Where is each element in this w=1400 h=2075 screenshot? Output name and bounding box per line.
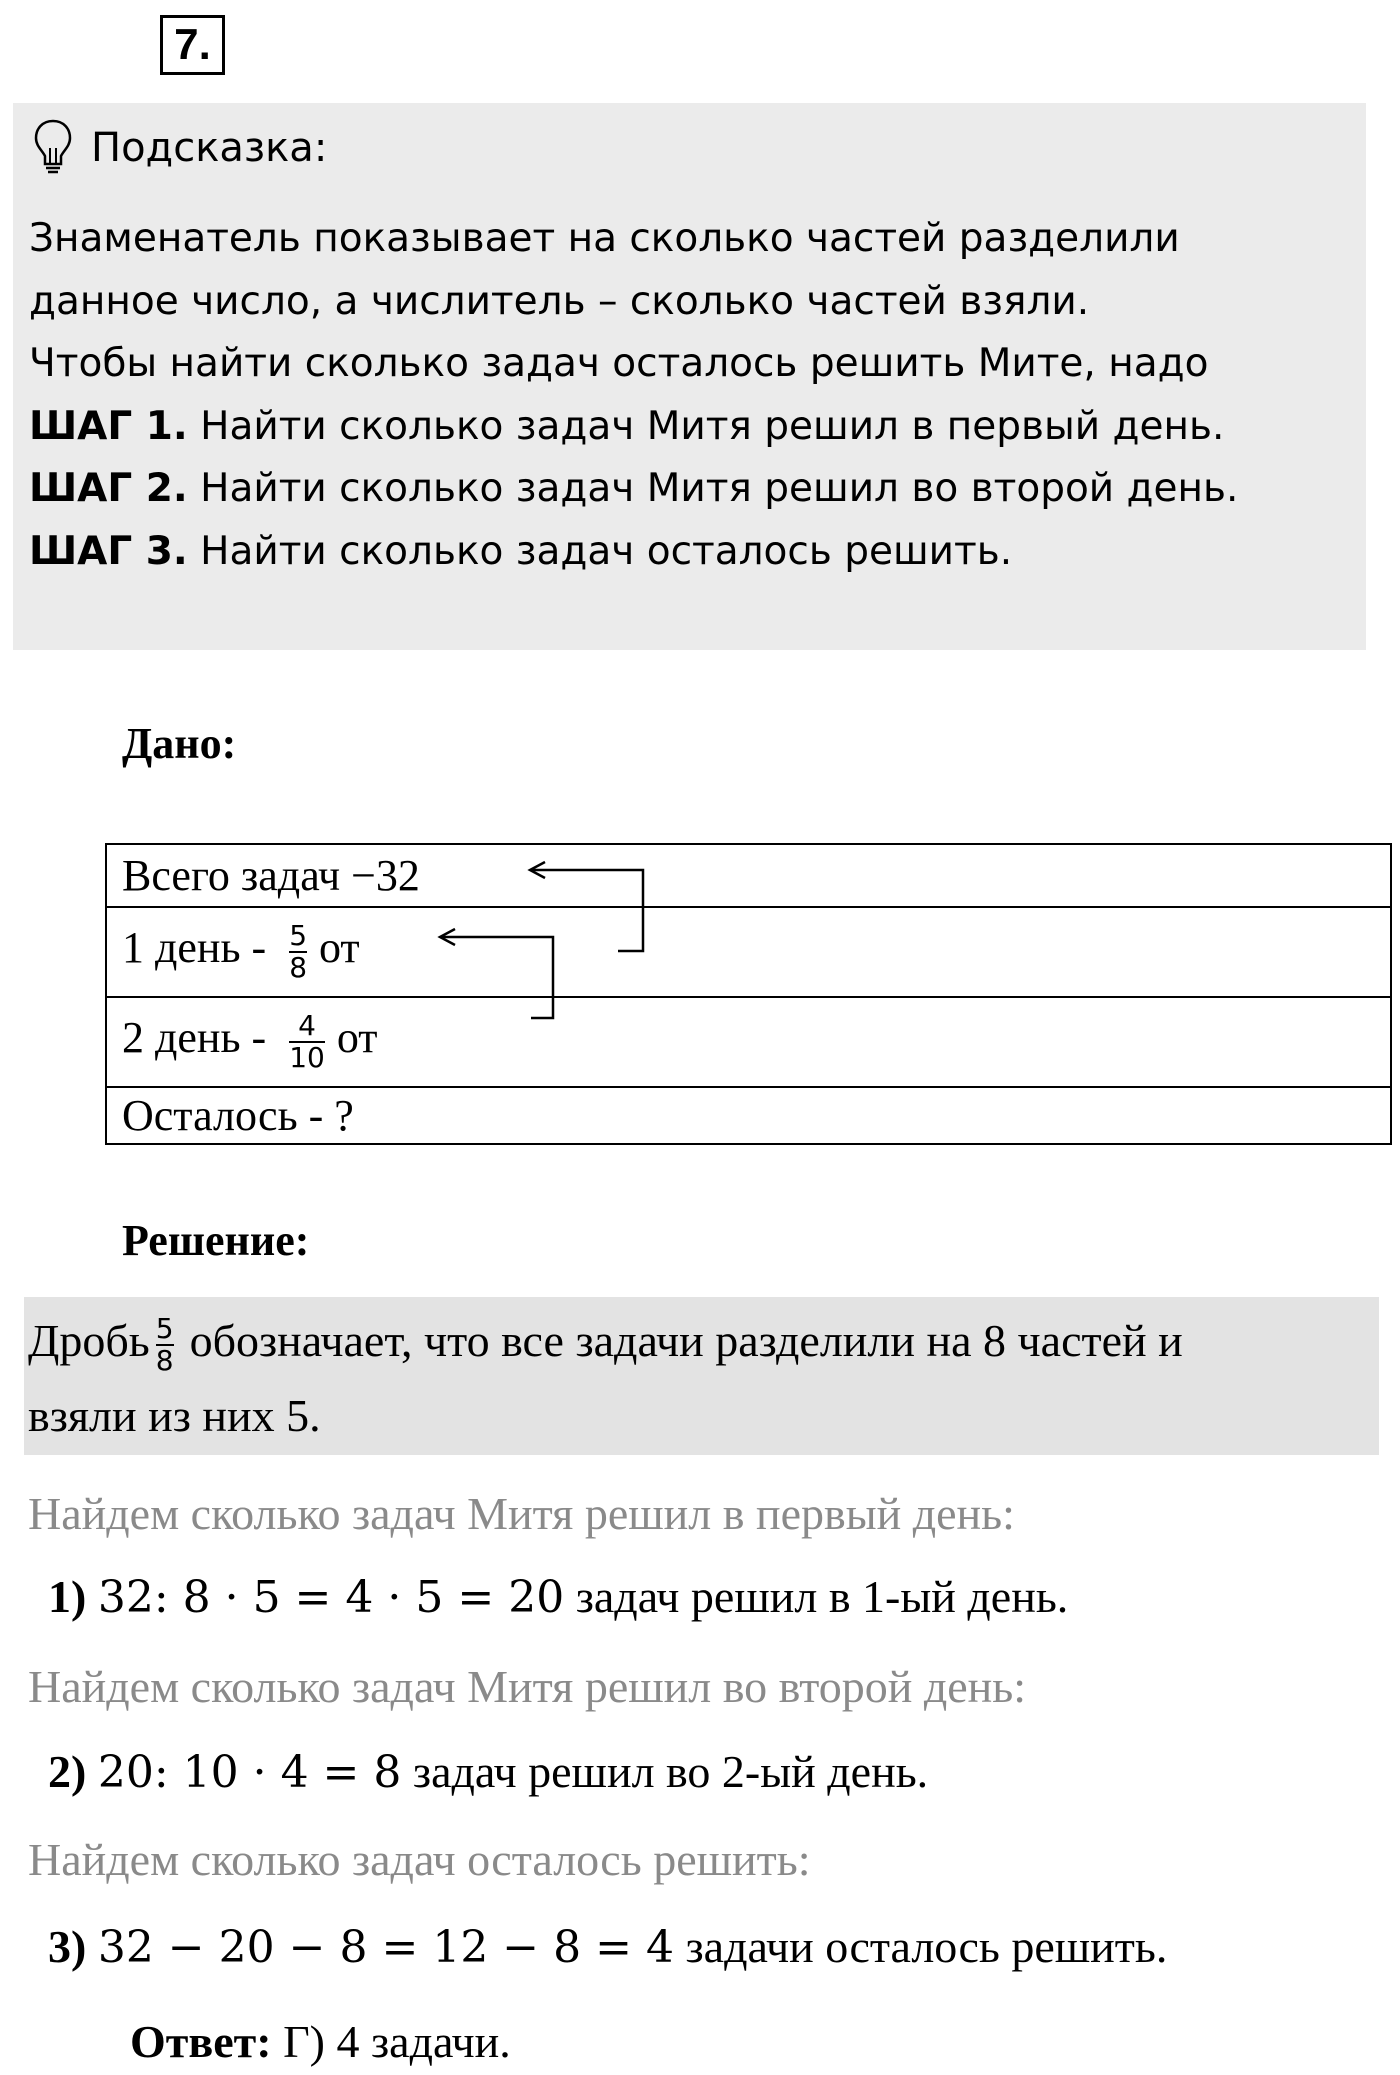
step-caption: Найдем сколько задач Митя решил во второй день: (28, 1661, 1027, 1712)
step-expression: 20: 10 · 4 = 8 (97, 1747, 402, 1798)
given-row-day2 (106, 997, 1391, 1087)
task-number: 7. (160, 15, 225, 75)
step-expression: 32: 8 · 5 = 4 · 5 = 20 (97, 1572, 565, 1623)
step-label: ШАГ 1. (29, 403, 188, 449)
fraction-numerator: 4 (298, 1009, 316, 1042)
step-result-text: задачи осталось решить. (673, 1921, 1168, 1972)
step-result-text: задач решил во 2-ый день. (401, 1746, 929, 1797)
row-suffix: от (319, 923, 360, 973)
given-cell: Всего задач −32 (106, 844, 1391, 907)
explanation-line-2: взяли из них 5. (28, 1390, 321, 1441)
step-result-text: задач решил в 1-ый день. (564, 1571, 1069, 1622)
fraction-numerator: 5 (155, 1312, 174, 1346)
given-row-total (106, 844, 1391, 907)
step-expression: 32 − 20 − 8 = 12 − 8 = 4 (97, 1922, 674, 1973)
given-table (105, 843, 1392, 1145)
answer-label: Ответ: (130, 2016, 272, 2067)
explanation-prefix: Дробь (28, 1315, 150, 1366)
solution-step-1 (48, 1570, 1068, 1623)
hint-line: данное число, а числитель – сколько частей взяли. (29, 278, 1090, 324)
explanation-rest: обозначает, что все задачи разделили на 8 частей и (189, 1315, 1183, 1366)
fraction-numerator: 5 (289, 919, 308, 952)
hint-box (13, 103, 1366, 650)
answer-text: Г) 4 задачи. (271, 2016, 511, 2067)
solution-title: Решение: (122, 1216, 310, 1265)
solution-step-2 (48, 1745, 928, 1798)
step-text: Найти сколько задач Митя решил во второй день. (187, 466, 1239, 511)
hint-body (29, 208, 1238, 583)
step-caption: Найдем сколько задач Митя решил в первый день: (28, 1488, 1015, 1539)
fraction-denominator: 8 (155, 1344, 174, 1378)
fraction (289, 1011, 325, 1073)
hint-line: Чтобы найти сколько задач осталось решить Мите, надо (29, 341, 1209, 386)
row-prefix: 1 день - (122, 923, 278, 973)
row-prefix: 2 день - (122, 1013, 278, 1063)
step-text: Найти сколько задач осталось решить. (187, 528, 1013, 574)
hint-header (33, 118, 327, 178)
given-cell (106, 907, 1391, 997)
hint-step-2 (29, 458, 1238, 521)
given-row-day1 (106, 907, 1391, 997)
step-number: 2) (48, 1746, 87, 1797)
fraction-denominator: 10 (289, 1041, 325, 1074)
lightbulb-icon (33, 118, 73, 178)
explanation-text (28, 1303, 1183, 1453)
given-title: Дано: (122, 719, 237, 768)
hint-step-3 (29, 521, 1238, 584)
step-label: ШАГ 3. (29, 528, 188, 574)
row-suffix: от (336, 1013, 378, 1063)
answer (130, 2015, 511, 2068)
hint-step-1 (29, 396, 1238, 459)
step-text: Найти сколько задач Митя решил в первый день. (187, 403, 1225, 449)
step-caption: Найдем сколько задач осталось решить: (28, 1834, 811, 1885)
fraction-denominator: 8 (289, 951, 308, 984)
fraction (289, 921, 307, 983)
fraction (156, 1314, 174, 1376)
given-cell (106, 997, 1391, 1087)
given-row-remaining (106, 1087, 1391, 1144)
step-number: 1) (48, 1571, 87, 1622)
explanation-line-1 (28, 1303, 1183, 1378)
hint-line: Знаменатель показывает на сколько частей разделили (29, 216, 1180, 261)
step-number: 3) (48, 1921, 87, 1972)
given-cell: Осталось - ? (106, 1087, 1391, 1144)
hint-title: Подсказка: (91, 125, 328, 171)
solution-step-3 (48, 1920, 1167, 1973)
step-label: ШАГ 2. (29, 466, 188, 511)
